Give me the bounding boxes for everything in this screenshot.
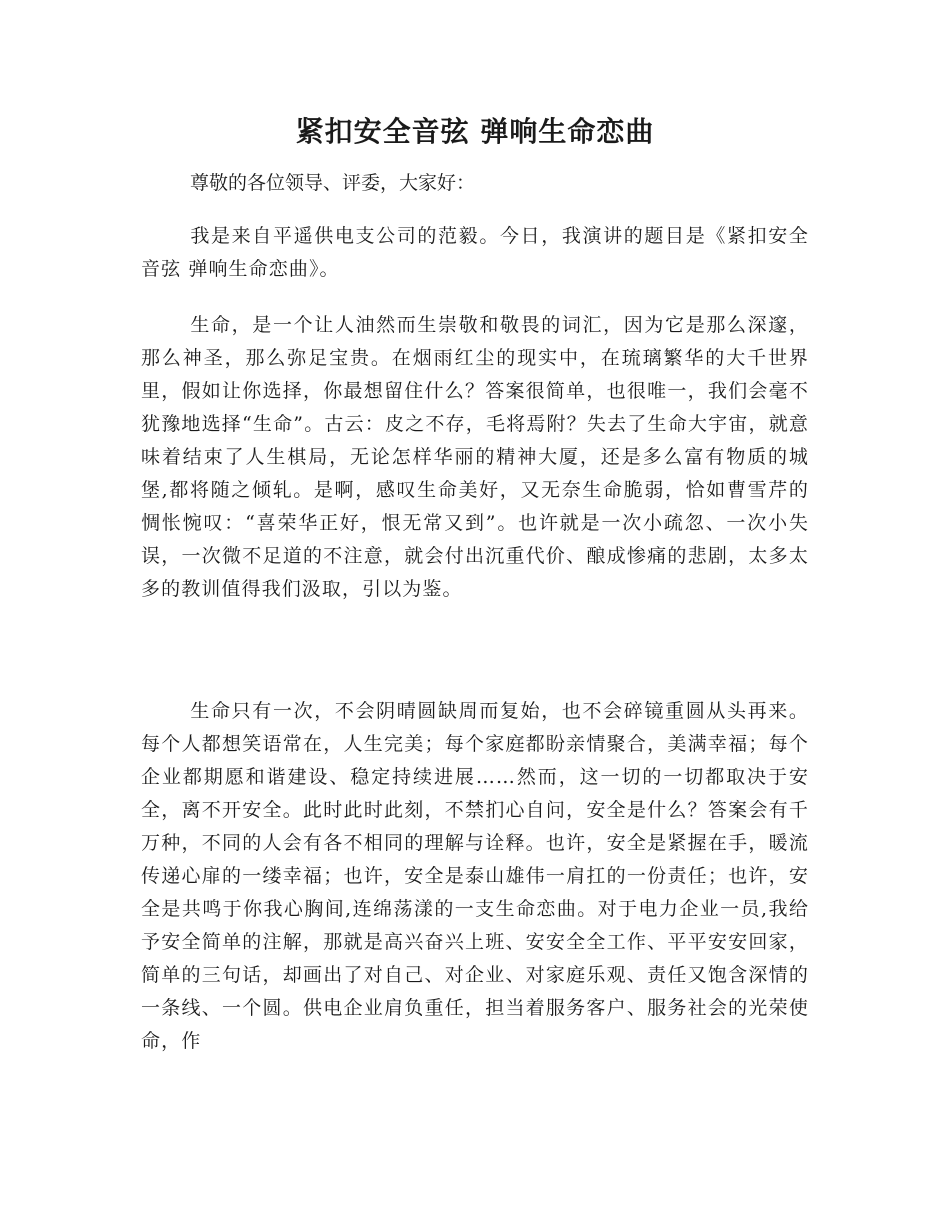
paragraph-safety: 生命只有一次，不会阴晴圆缺周而复始，也不会碎镜重圆从头再来。每个人都想笑语常在，人生完美；每个家庭都盼亲情聚合，美满幸福；每个企业都期愿和谐建设、稳定持续进展……然而，这一切的一切都取决于安全，离不开安全。此时此时此刻，不禁扪心自问，安全是什么？答案会有千万种，不同的人会有各不相同的理解与诠释。也许，安全是紧握在手，暖流传递心扉的一缕幸福；也许，安全是泰山雄伟一肩扛的一份责任；也许，安全是共鸣于你我心胸间,连绵荡漾的一支生命恋曲。对于电力企业一员,我给予安全简单的注解，那就是高兴奋兴上班、安安全全工作、平平安安回家，简单的三句话，却画出了对自己、对企业、对家庭乐观、责任又饱含深情的一条线、一个圆。供电企业肩负重任，担当着服务客户、服务社会的光荣使命，作 (141, 700, 809, 1052)
paragraph-intro: 我是来自平遥供电支公司的范毅。今日，我演讲的题目是《紧扣安全音弦 弹响生命恋曲》。 (141, 225, 809, 280)
paragraph-life: 生命，是一个让人油然而生崇敬和敬畏的词汇，因为它是那么深邃，那么神圣，那么弥足宝贵。在烟雨红尘的现实中，在琉璃繁华的大千世界里，假如让你选择，你最想留住什么？答案很简单，也很唯一，我们会毫不犹豫地选择“生命”。古云：皮之不存，毛将焉附？失去了生命大宇宙，就意味着结束了人生棋局，无论怎样华丽的精神大厦，还是多么富有物质的城堡,都将随之倾轧。是啊，感叹生命美好，又无奈生命脆弱，恰如曹雪芹的惆怅惋叹：“喜荣华正好，恨无常又到”。也许就是一次小疏忽、一次小失误，一次微不足道的不注意，就会付出沉重代价、酿成惨痛的悲剧，太多太多的教训值得我们汲取，引以为鉴。 (141, 314, 809, 600)
document-title: 紧扣安全音弦 弹响生命恋曲 (295, 115, 655, 148)
salutation: 尊敬的各位领导、评委，大家好： (190, 172, 476, 194)
